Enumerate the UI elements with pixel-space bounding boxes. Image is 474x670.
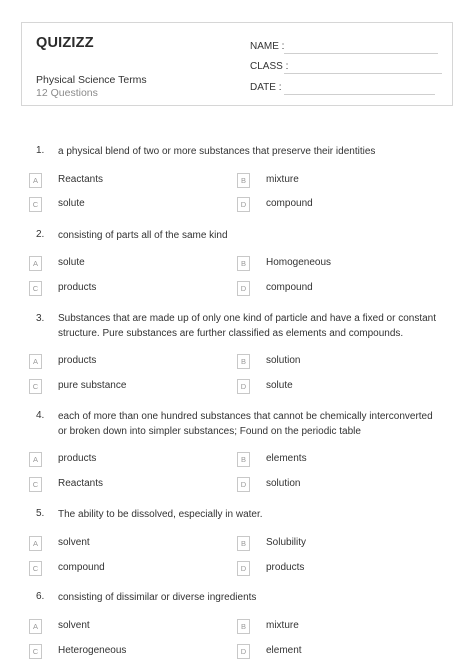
option-d-text: compound bbox=[266, 282, 313, 293]
question-text: each of more than one hundred substances that cannot be chemically interconverted or broken down into simpler substances; Found on the periodic table bbox=[58, 411, 433, 437]
option-a-letter[interactable]: A bbox=[29, 173, 42, 188]
question-number: 5. bbox=[36, 508, 45, 519]
option-d-text: solute bbox=[266, 380, 293, 391]
option-a-text: products bbox=[58, 355, 97, 366]
option-d-text: products bbox=[266, 562, 305, 573]
option-b-text: mixture bbox=[266, 620, 299, 631]
question-number: 1. bbox=[36, 145, 45, 156]
option-c-text: compound bbox=[58, 562, 105, 573]
option-d-letter[interactable]: D bbox=[237, 281, 250, 296]
date-line bbox=[284, 94, 435, 95]
option-c-text: Heterogeneous bbox=[58, 645, 127, 656]
option-a-letter[interactable]: A bbox=[29, 536, 42, 551]
option-a-text: solute bbox=[58, 257, 85, 268]
question-number: 4. bbox=[36, 410, 45, 421]
question-number: 2. bbox=[36, 229, 45, 240]
option-d-letter[interactable]: D bbox=[237, 379, 250, 394]
question-count: 12 Questions bbox=[36, 87, 98, 99]
question-text: The ability to be dissolved, especially in water. bbox=[58, 509, 263, 520]
option-d-letter[interactable]: D bbox=[237, 197, 250, 212]
question-text: consisting of dissimilar or diverse ingredients bbox=[58, 592, 257, 603]
option-a-text: solvent bbox=[58, 620, 90, 631]
worksheet-title: Physical Science Terms bbox=[36, 74, 147, 86]
option-b-letter[interactable]: B bbox=[237, 256, 250, 271]
option-a-text: solvent bbox=[58, 537, 90, 548]
option-c-letter[interactable]: C bbox=[29, 197, 42, 212]
option-d-letter[interactable]: D bbox=[237, 561, 250, 576]
option-c-letter[interactable]: C bbox=[29, 644, 42, 659]
name-field[interactable] bbox=[250, 41, 284, 52]
date-field[interactable] bbox=[250, 82, 281, 93]
question-number: 6. bbox=[36, 591, 45, 602]
class-field[interactable] bbox=[250, 61, 288, 72]
option-c-letter[interactable]: C bbox=[29, 477, 42, 492]
option-c-text: pure substance bbox=[58, 380, 127, 391]
question-text: Substances that are made up of only one kind of particle and have a fixed or constant structure. Pure substances are further classified as elements and compounds. bbox=[58, 313, 437, 339]
option-d-letter[interactable]: D bbox=[237, 477, 250, 492]
question-text: consisting of parts all of the same kind bbox=[58, 230, 228, 241]
option-a-letter[interactable]: A bbox=[29, 354, 42, 369]
option-a-text: products bbox=[58, 453, 97, 464]
option-c-letter[interactable]: C bbox=[29, 281, 42, 296]
option-c-text: products bbox=[58, 282, 97, 293]
option-b-letter[interactable]: B bbox=[237, 354, 250, 369]
question-number: 3. bbox=[36, 313, 45, 324]
option-c-letter[interactable]: C bbox=[29, 379, 42, 394]
option-d-letter[interactable]: D bbox=[237, 644, 250, 659]
name-line bbox=[284, 53, 438, 54]
name-label: NAME : bbox=[250, 41, 285, 52]
option-c-text: Reactants bbox=[58, 478, 104, 489]
option-b-text: elements bbox=[266, 453, 307, 464]
class-line bbox=[284, 73, 442, 74]
option-c-text: solute bbox=[58, 198, 85, 209]
option-b-text: Solubility bbox=[266, 537, 307, 548]
option-a-text: Reactants bbox=[58, 174, 104, 185]
question-text: a physical blend of two or more substances that preserve their identities bbox=[58, 146, 376, 157]
option-d-text: solution bbox=[266, 478, 301, 489]
option-b-text: solution bbox=[266, 355, 301, 366]
option-c-letter[interactable]: C bbox=[29, 561, 42, 576]
option-a-letter[interactable]: A bbox=[29, 452, 42, 467]
option-b-letter[interactable]: B bbox=[237, 536, 250, 551]
option-d-text: element bbox=[266, 645, 302, 656]
option-b-letter[interactable]: B bbox=[237, 619, 250, 634]
quizizz-logo: QUIZIZZ bbox=[36, 35, 94, 51]
date-label: DATE : bbox=[250, 82, 282, 93]
option-a-letter[interactable]: A bbox=[29, 619, 42, 634]
option-d-text: compound bbox=[266, 198, 313, 209]
option-b-letter[interactable]: B bbox=[237, 173, 250, 188]
option-b-text: mixture bbox=[266, 174, 299, 185]
option-b-letter[interactable]: B bbox=[237, 452, 250, 467]
option-a-letter[interactable]: A bbox=[29, 256, 42, 271]
class-label: CLASS : bbox=[250, 61, 289, 72]
option-b-text: Homogeneous bbox=[266, 257, 332, 268]
